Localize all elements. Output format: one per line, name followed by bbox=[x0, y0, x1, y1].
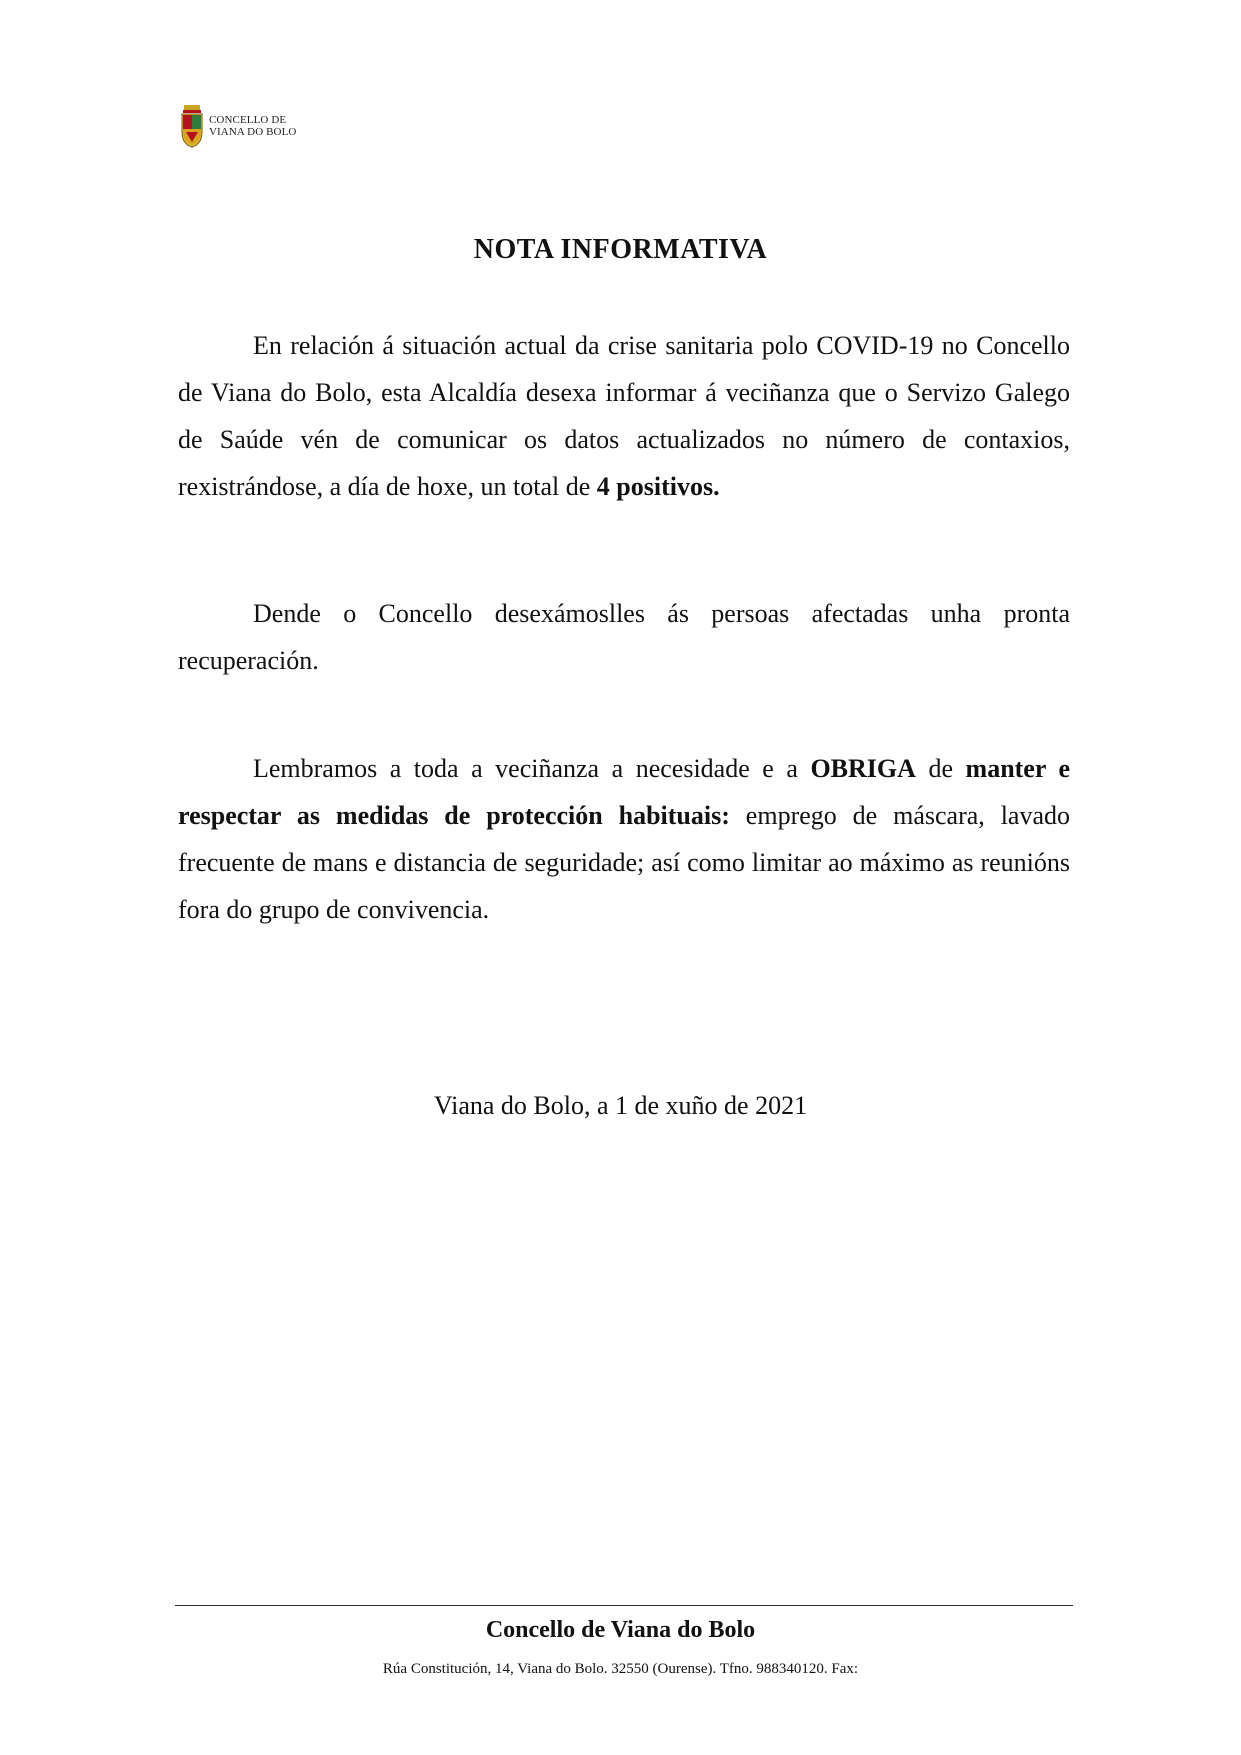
logo-line-1: CONCELLO DE bbox=[209, 114, 287, 126]
document-title: NOTA INFORMATIVA bbox=[473, 234, 768, 265]
footer-name: Concello de Viana do Bolo bbox=[485, 1617, 756, 1643]
coat-of-arms-icon bbox=[180, 104, 204, 148]
logo-text bbox=[209, 114, 296, 138]
logo-line-2: VIANA DO BOLO bbox=[209, 126, 297, 138]
footer-divider bbox=[175, 1605, 1073, 1606]
paragraph-recovery-text: Dende o Concello desexámoslles ás persoas afectadas unha pronta recuperación. bbox=[178, 599, 1070, 675]
measures-bold-2: manter e respectar as medidas de protección habituais: bbox=[178, 754, 1070, 830]
paragraph-cases bbox=[178, 322, 1070, 510]
footer-address: Rúa Constitución, 14, Viana do Bolo. 32550 (Ourense). Tfno. 988340120. Fax: bbox=[382, 1661, 859, 1677]
paragraph-recovery bbox=[178, 590, 1070, 684]
paragraph-measures bbox=[178, 745, 1070, 933]
measures-bold-1: OBRIGA bbox=[810, 754, 916, 783]
positives-count: 4 positivos. bbox=[596, 472, 720, 501]
measures-text-3: emprego de máscara, lavado frecuente de mans e distancia de seguridade; así como limitar ao máximo as reunións fora do grupo de convivencia. bbox=[178, 801, 1070, 924]
header-logo bbox=[180, 104, 296, 148]
date-line: Viana do Bolo, a 1 de xuño de 2021 bbox=[433, 1091, 808, 1120]
paragraph-cases-text: En relación á situación actual da crise sanitaria polo COVID-19 no Concello de Viana do Bolo, esta Alcaldía desexa informar á veciñanza que o Servizo Galego de Saúde vén de comunicar os datos actualizados no número de contaxios, rexistrándose, a día de hoxe, un total de bbox=[178, 331, 1070, 501]
measures-text-2: de bbox=[915, 754, 966, 783]
measures-text-1: Lembramos a toda a veciñanza a necesidade e a bbox=[253, 754, 811, 783]
